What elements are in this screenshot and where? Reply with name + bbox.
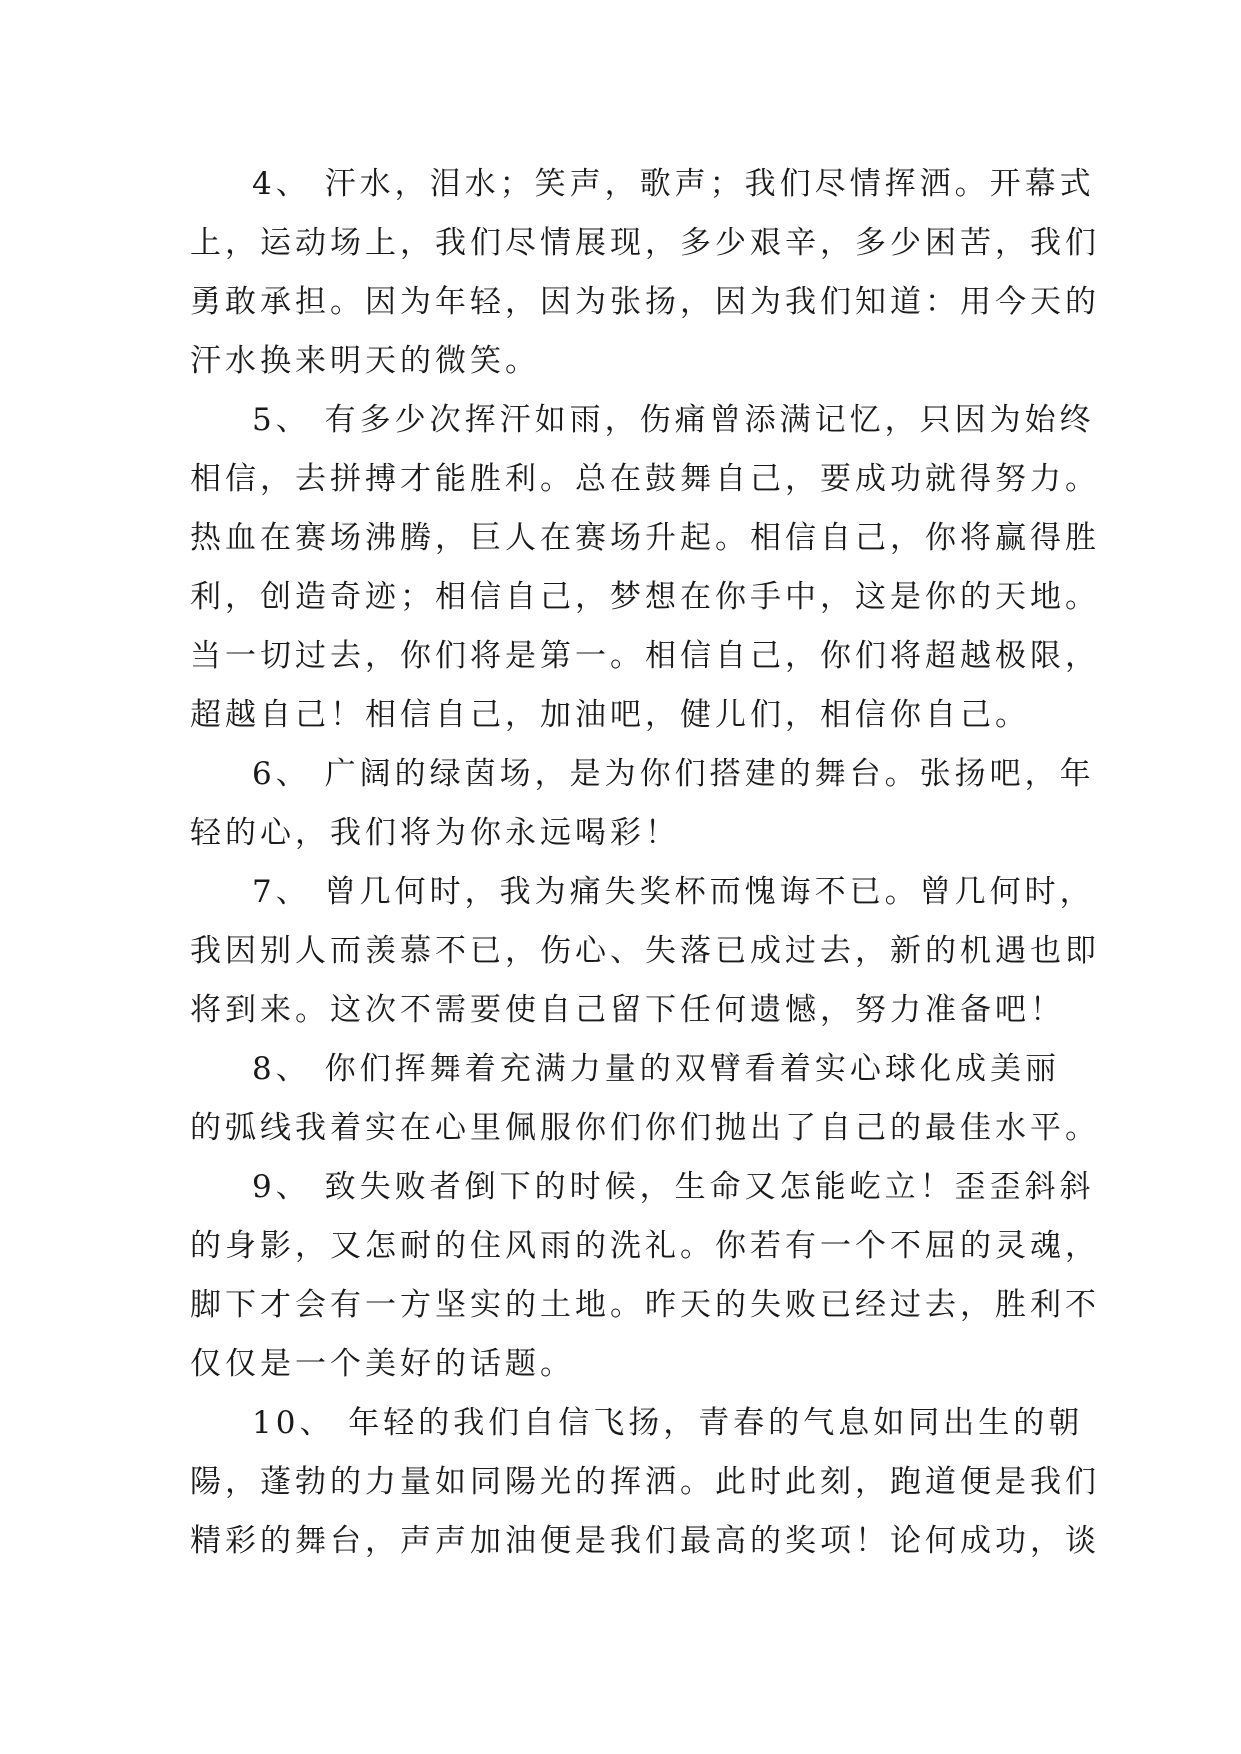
text-line: 我因别人而羡慕不已，伤心、失落已成过去，新的机遇也即 xyxy=(190,933,1100,969)
text-line: 的弧线我着实在心里佩服你们你们抛出了自己的最佳水平。 xyxy=(190,1110,1100,1146)
text-line: 7、 曾几何时，我为痛失奖杯而愧诲不已。曾几何时， xyxy=(252,874,1095,910)
text-line: 轻的心，我们将为你永远喝彩！ xyxy=(190,815,680,851)
paragraph-10 xyxy=(190,1394,1100,1571)
text-line: 陽，蓬勃的力量如同陽光的挥洒。此时此刻，跑道便是我们 xyxy=(190,1464,1100,1500)
text-line: 6、 广阔的绿茵场，是为你们搭建的舞台。张扬吧，年 xyxy=(252,756,1095,792)
text-line: 5、 有多少次挥汗如雨，伤痛曾添满记忆，只因为始终 xyxy=(252,402,1095,438)
text-line: 精彩的舞台，声声加油便是我们最高的奖项！论何成功，谈 xyxy=(190,1523,1100,1559)
text-line: 9、 致失败者倒下的时候，生命又怎能屹立！歪歪斜斜 xyxy=(252,1169,1095,1205)
text-line: 8、 你们挥舞着充满力量的双臂看着实心球化成美丽 xyxy=(252,1051,1060,1087)
text-line: 勇敢承担。因为年轻，因为张扬，因为我们知道：用今天的 xyxy=(190,284,1100,320)
text-line: 仅仅是一个美好的话题。 xyxy=(190,1346,575,1382)
text-line: 的身影，又怎耐的住风雨的洗礼。你若有一个不屈的灵魂， xyxy=(190,1228,1100,1264)
text-line: 汗水换来明天的微笑。 xyxy=(190,343,540,379)
paragraph-4 xyxy=(190,155,1100,391)
paragraph-8 xyxy=(190,1040,1100,1158)
paragraph-5 xyxy=(190,391,1100,745)
text-line: 将到来。这次不需要使自己留下任何遗憾，努力准备吧！ xyxy=(190,992,1065,1028)
text-line: 当一切过去，你们将是第一。相信自己，你们将超越极限， xyxy=(190,638,1100,674)
paragraph-9 xyxy=(190,1158,1100,1394)
text-line: 脚下才会有一方坚实的土地。昨天的失败已经过去，胜利不 xyxy=(190,1287,1100,1323)
text-line: 上，运动场上，我们尽情展现，多少艰辛，多少困苦，我们 xyxy=(190,225,1100,261)
document-body xyxy=(190,155,1100,1571)
text-line: 利，创造奇迹；相信自己，梦想在你手中，这是你的天地。 xyxy=(190,579,1100,615)
text-line: 10、 年轻的我们自信飞扬，青春的气息如同出生的朝 xyxy=(252,1405,1084,1441)
text-line: 热血在赛场沸腾，巨人在赛场升起。相信自己，你将赢得胜 xyxy=(190,520,1100,556)
paragraph-6 xyxy=(190,745,1095,863)
text-line: 相信，去拼搏才能胜利。总在鼓舞自己，要成功就得努力。 xyxy=(190,461,1100,497)
text-line: 4、 汗水，泪水；笑声，歌声；我们尽情挥洒。开幕式 xyxy=(252,166,1095,202)
text-line: 超越自己！相信自己，加油吧，健儿们，相信你自己。 xyxy=(190,697,1030,733)
paragraph-7 xyxy=(190,863,1100,1040)
